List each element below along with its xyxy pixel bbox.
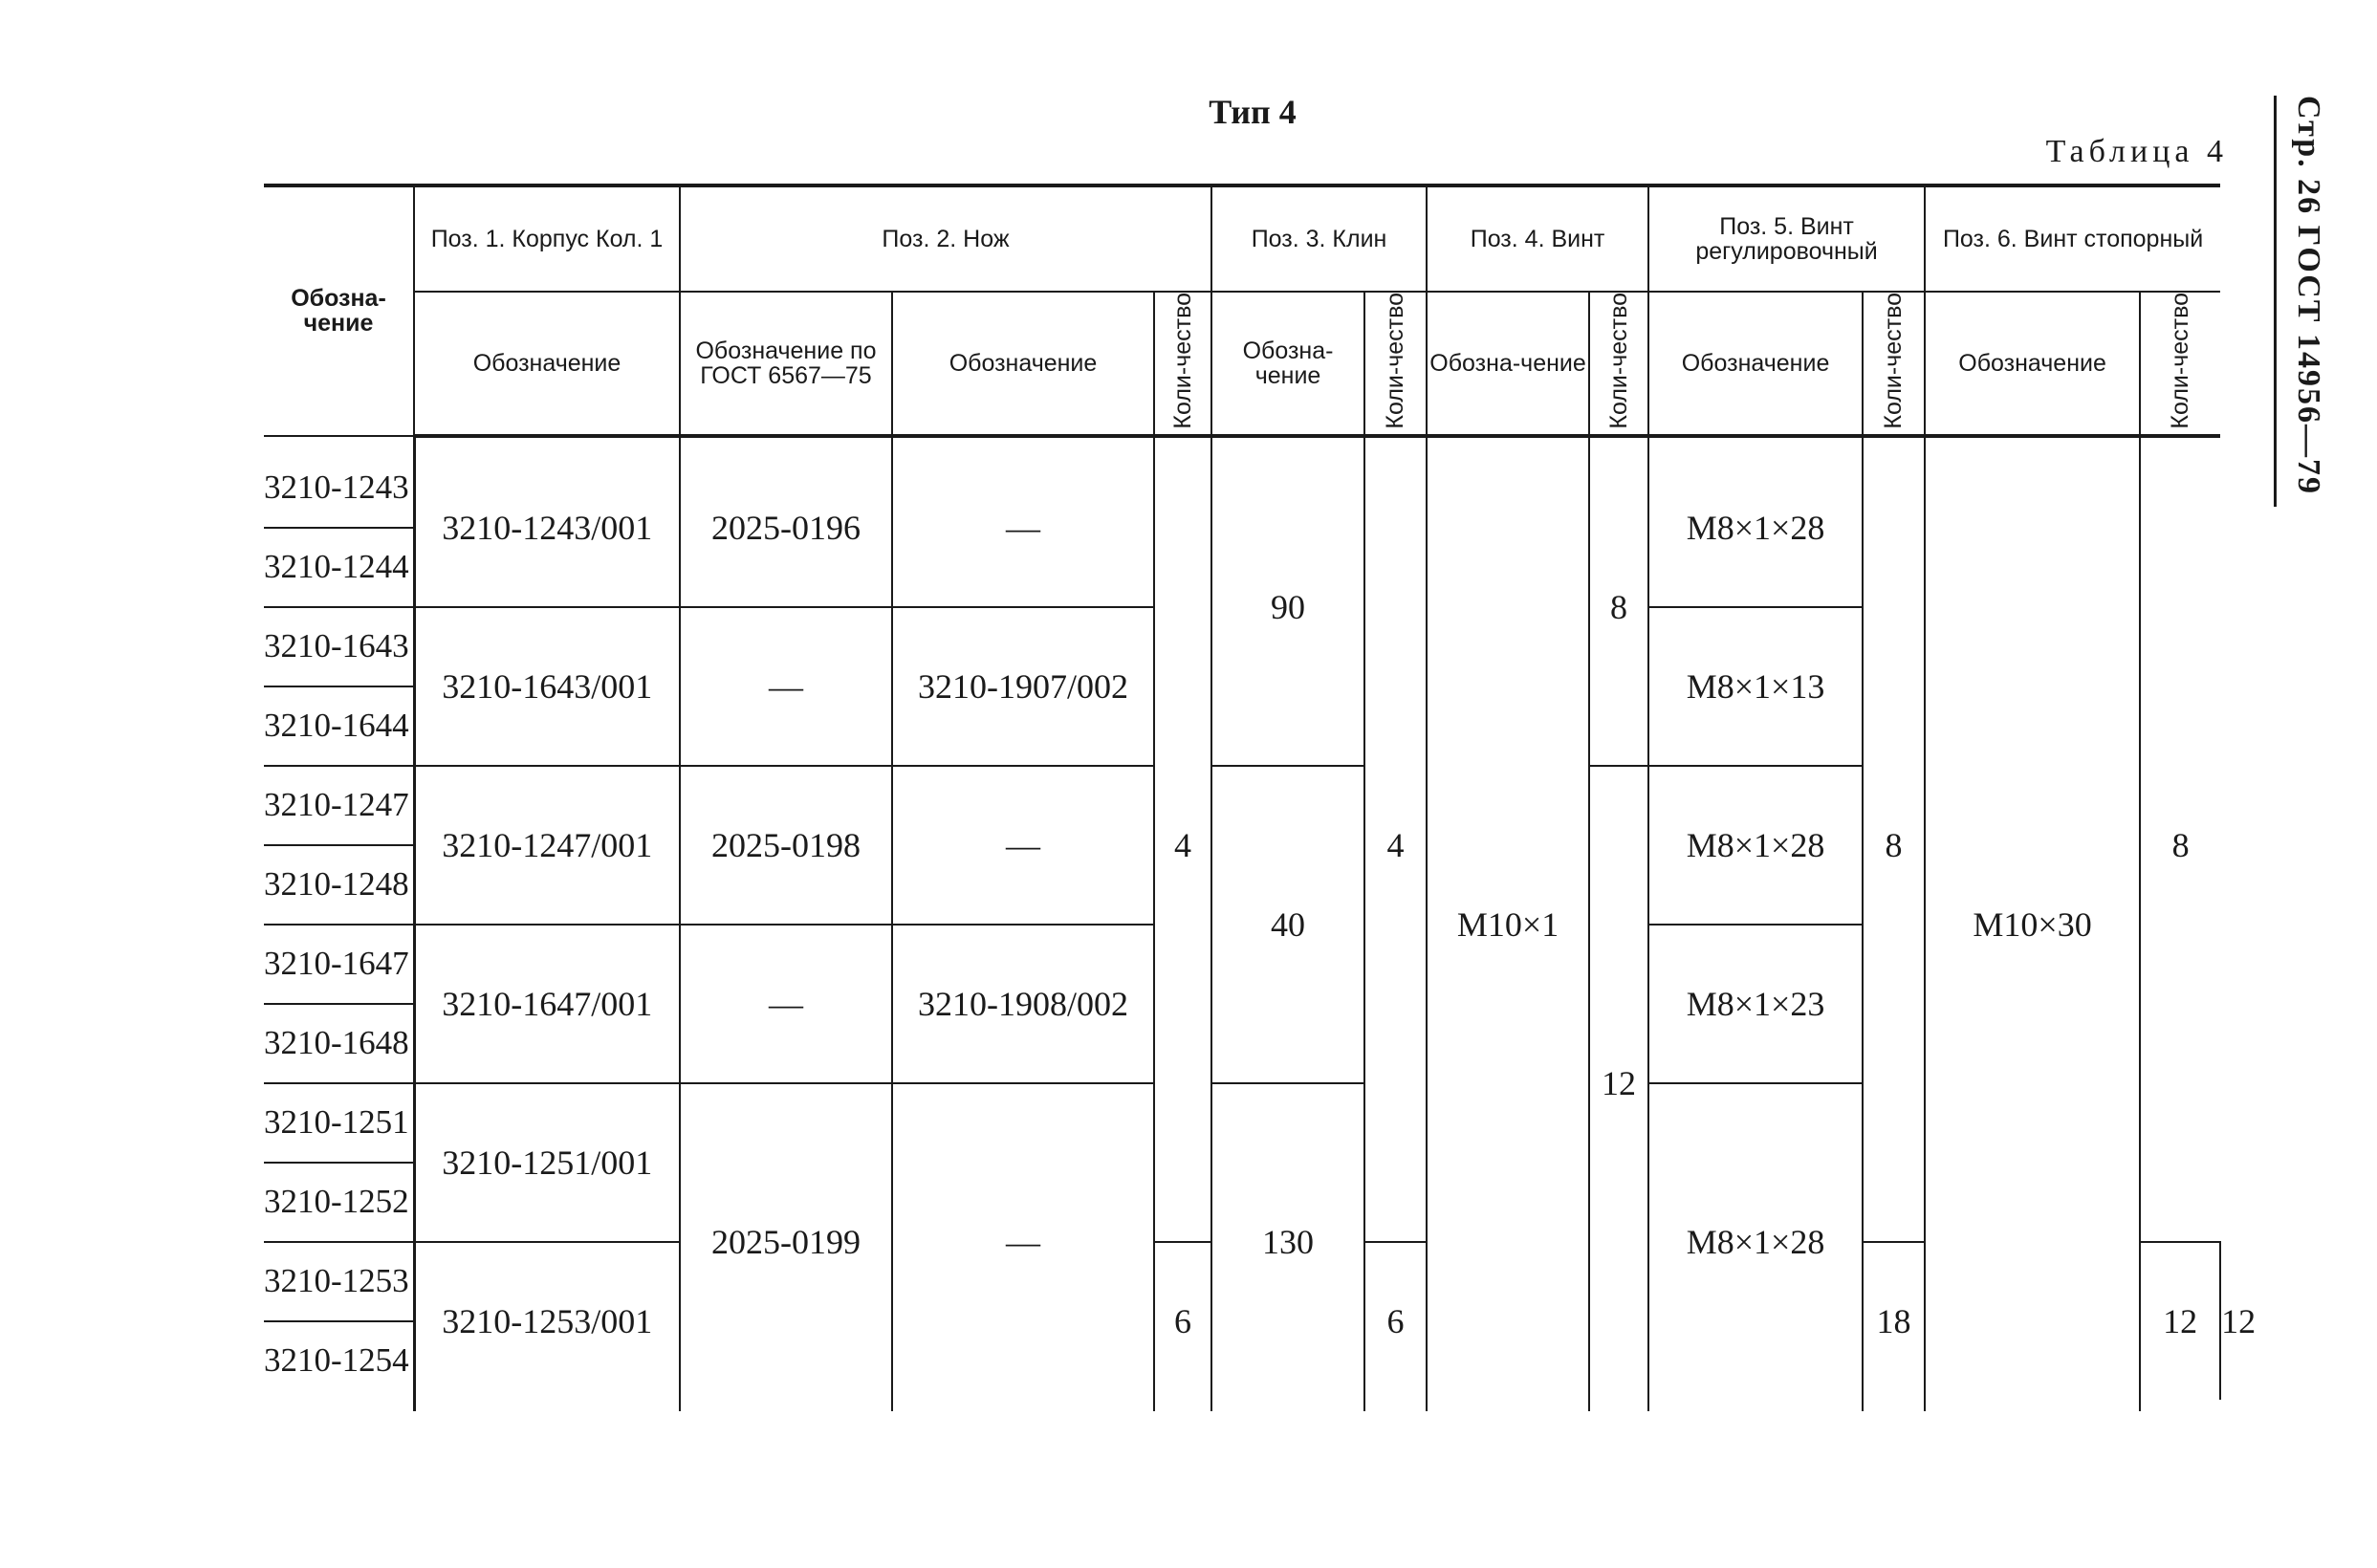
row-code: 3210-1648	[264, 1004, 414, 1083]
header-pos4-designation: Обозна-чение	[1427, 292, 1589, 436]
row-code: 3210-1243	[264, 449, 414, 528]
header-pos4: Поз. 4. Винт	[1427, 185, 1648, 292]
header-pos6-quantity: Коли-чество	[2140, 292, 2220, 436]
header-pos3: Поз. 3. Клин	[1211, 185, 1427, 292]
header-pos5-designation: Обозначение	[1648, 292, 1863, 436]
row-code: 3210-1254	[264, 1321, 414, 1400]
side-rule	[2274, 96, 2277, 507]
knife-qty-cell: 6	[1154, 1242, 1211, 1400]
knife-gost-cell: —	[680, 925, 892, 1083]
page-side-header: Стр. 26 ГОСТ 14956—79	[2291, 96, 2326, 496]
header-pos6-designation: Обозначение	[1925, 292, 2140, 436]
screw5-qty-cell: 12	[2140, 1242, 2220, 1400]
screw5-designation-cell: M8×1×28	[1648, 766, 1863, 925]
row-code: 3210-1247	[264, 766, 414, 845]
wedge-designation-cell: 90	[1211, 449, 1364, 766]
spec-table: Обозна-чение Поз. 1. Корпус Кол. 1 Поз. 2. Нож Поз. 3. Клин Поз. 4. Винт Поз. 5. Винт регулировочный Поз. 6. Винт стопорный Обозначение Обозначение по ГОСТ 6567—75 Обозначение Коли-чество Обозна-чение Коли-чество Обозна-чение Коли-чество Обозначение Коли-чество Обозначение Коли-чество 3210-1243 3210-1243/001 2025-0196 — 4 90 4 M10×1 8 M8×1×28 8 M10×30 8 3210-1244 3210-1643 3210-1643/001 — 3210-1907/002 M8×1×13 3210-1644 3210-1247 3210-1247/001 2025-0198 — 40 12 M8×1×28 3210-1248 3210-1647 3210-1647/001 — 3210-1908/002 M8×1×23 3210-1648 3210-1251 3210-1251/001 2025-0199 — 130 M8×1×28 3210-1252 3210-1253 3210-1253/001 6 6 18 12 12 3210-1254	[264, 184, 2220, 1411]
screw5-designation-cell: M8×1×28	[1648, 449, 1863, 607]
page-title: Тип 4	[1209, 93, 1297, 131]
header-designation: Обозна-чение	[264, 185, 414, 436]
header-pos3-quantity: Коли-чество	[1364, 292, 1427, 436]
header-pos2: Поз. 2. Нож	[680, 185, 1211, 292]
header-pos6: Поз. 6. Винт стопорный	[1925, 185, 2220, 292]
screw4-designation-cell: M10×1	[1427, 449, 1589, 1400]
header-pos2-gost: Обозначение по ГОСТ 6567—75	[680, 292, 892, 436]
knife-gost-cell: 2025-0199	[680, 1083, 892, 1400]
header-pos2-quantity: Коли-чество	[1154, 292, 1211, 436]
header-pos1: Поз. 1. Корпус Кол. 1	[414, 185, 680, 292]
table-label: Таблица 4	[2045, 134, 2228, 169]
knife-gost-cell: 2025-0198	[680, 766, 892, 925]
knife-designation-cell: 3210-1908/002	[892, 925, 1154, 1083]
wedge-qty-cell: 4	[1364, 449, 1427, 1242]
knife-designation-cell: —	[892, 766, 1154, 925]
header-pos3-designation: Обозна-чение	[1211, 292, 1364, 436]
screw5-designation-cell: M8×1×28	[1648, 1083, 1863, 1400]
row-code: 3210-1253	[264, 1242, 414, 1321]
screw5-qty-cell: 8	[1863, 449, 1925, 1242]
row-code: 3210-1644	[264, 686, 414, 766]
screw5-designation-cell: M8×1×13	[1648, 607, 1863, 766]
screw6-designation-cell: M10×30	[1925, 449, 2140, 1400]
row-code: 3210-1647	[264, 925, 414, 1004]
screw6-qty-cell: 8	[2140, 449, 2220, 1242]
knife-gost-cell: —	[680, 607, 892, 766]
row-code: 3210-1248	[264, 845, 414, 925]
header-pos1-designation: Обозначение	[414, 292, 680, 436]
corpus-cell: 3210-1247/001	[414, 766, 680, 925]
row-code: 3210-1244	[264, 528, 414, 607]
screw4-qty-cell: 18	[1863, 1242, 1925, 1400]
knife-gost-cell: 2025-0196	[680, 449, 892, 607]
wedge-designation-cell: 130	[1211, 1083, 1364, 1400]
screw4-qty-cell: 12	[1589, 766, 1648, 1400]
corpus-cell: 3210-1251/001	[414, 1083, 680, 1242]
screw4-qty-cell: 8	[1589, 449, 1648, 766]
knife-designation-cell: 3210-1907/002	[892, 607, 1154, 766]
screw5-designation-cell: M8×1×23	[1648, 925, 1863, 1083]
knife-designation-cell: —	[892, 449, 1154, 607]
wedge-designation-cell: 40	[1211, 766, 1364, 1083]
knife-qty-cell: 4	[1154, 449, 1211, 1242]
corpus-cell: 3210-1253/001	[414, 1242, 680, 1400]
header-pos5-quantity: Коли-чество	[1863, 292, 1925, 436]
corpus-cell: 3210-1243/001	[414, 449, 680, 607]
row-code: 3210-1252	[264, 1163, 414, 1242]
row-code: 3210-1251	[264, 1083, 414, 1163]
row-code: 3210-1643	[264, 607, 414, 686]
header-pos5: Поз. 5. Винт регулировочный	[1648, 185, 1925, 292]
header-pos4-quantity: Коли-чество	[1589, 292, 1648, 436]
knife-designation-cell: —	[892, 1083, 1154, 1400]
wedge-qty-cell: 6	[1364, 1242, 1427, 1400]
corpus-cell: 3210-1643/001	[414, 607, 680, 766]
header-pos2-designation: Обозначение	[892, 292, 1154, 436]
corpus-cell: 3210-1647/001	[414, 925, 680, 1083]
